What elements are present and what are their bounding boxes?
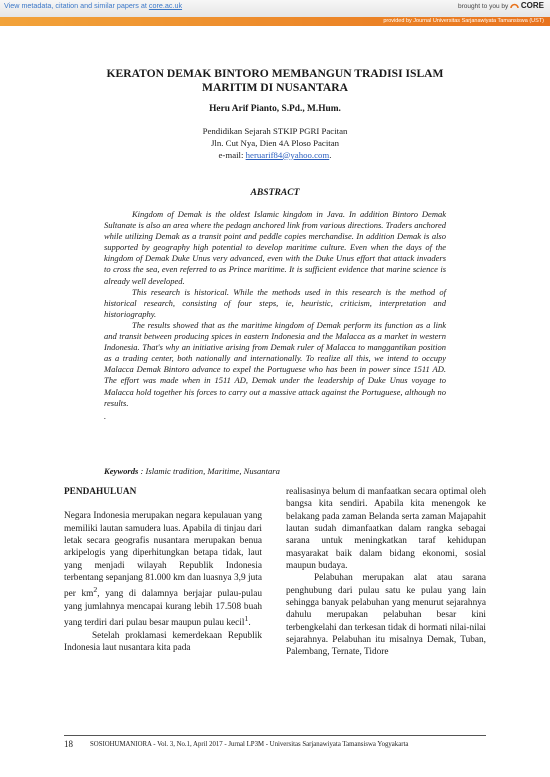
brought-by xyxy=(458,1,544,10)
abstract-paragraph-2: This research is historical. While the methods used in this research is the method of historical research, consisting of four steps, ie, heuristic, criticism, interpretation and historiography. xyxy=(104,286,446,319)
provider-text[interactable]: provided by Journal Universitas Sarjanawiyata Tamansiswa (UST) xyxy=(383,18,544,24)
email-suffix: . xyxy=(329,149,332,160)
footer-rule xyxy=(64,735,486,736)
abstract-trailing-dot: . xyxy=(104,410,107,421)
keywords-label: Keywords xyxy=(104,466,139,476)
email-link[interactable]: heruarif84@yahoo.com xyxy=(245,149,330,160)
intro-paragraph-1 xyxy=(64,510,262,629)
email-line xyxy=(60,150,490,162)
email-prefix: e-mail: xyxy=(218,149,246,160)
provider-band xyxy=(0,17,550,26)
abstract-body xyxy=(104,209,446,422)
page-footer xyxy=(64,739,486,749)
core-logo-icon xyxy=(510,2,519,9)
metadata-text: View metadata, citation and similar papers at xyxy=(4,1,149,10)
brought-by-text: brought to you by xyxy=(458,3,509,10)
core-link[interactable]: core.ac.uk xyxy=(148,1,183,10)
affiliation-line-1: Pendidikan Sejarah STKIP PGRI Pacitan xyxy=(202,126,348,136)
abstract-paragraph-1: Kingdom of Demak is the oldest Islamic kingdom in Java. In addition Bintoro Demak Sultanate is also an area where the pedagn anchored link from various directions. Traders anchored while utilizing Demak as a transit point and peddle copies merchandise. In addition Demak is also supported by geography high potential to develop maritime culture. Even when the days of the kingdom of Demak Duke Unus very advanced, even with the Duke Unus effort that attack invaders to cross the sea, even referred to as Prince maritime. It is sufficient evidence that marine science is already well developed. xyxy=(104,209,446,286)
affiliation xyxy=(60,126,490,161)
left-column xyxy=(64,486,262,654)
footnote-ref-1[interactable]: 1 xyxy=(244,614,249,624)
section-title: PENDAHULUAN xyxy=(64,487,137,497)
page-number: 18 xyxy=(64,739,73,749)
core-label[interactable]: CORE xyxy=(520,1,544,10)
intro-p1-text: Negara Indonesia merupakan negara kepulauan yang memiliki lautan samudera luas. Apabila di tinjau dari letak secara geografis nusantara merupakan benua arkipelogis yang diperhitungkan betapa tidak, laut yang menjadi wilayah Republik Indonesia terbentang sepanjang 81.000 km dan luasnya 3,9 juta per km xyxy=(64,511,262,600)
intro-p1-end: . xyxy=(248,618,251,629)
abstract-heading: ABSTRACT xyxy=(250,187,300,198)
right-column xyxy=(286,486,486,659)
metadata-notice[interactable] xyxy=(4,1,182,10)
keywords xyxy=(104,466,446,476)
intro-paragraph-2: Setelah proklamasi kemerdekaan Republik Indonesia laut nusantara kita pada xyxy=(64,630,262,653)
paper-title xyxy=(60,67,490,95)
journal-citation: SOSIOHUMANIORA - Vol. 3, No.1, April 2017 - Jurnal LP3M - Universitas Sarjanawiyata Tamansiswa Yogyakarta xyxy=(90,740,409,748)
title-line-2: MARITIM DI NUSANTARA xyxy=(202,81,348,94)
intro-p1-cont: , yang di dalamnya berjajar pulau-pulau yang jumlahnya mencapai kurang lebih 17.508 buah yang terdiri dari pulau besar maupun pulau kecil xyxy=(64,589,262,629)
right-paragraph-2: Pelabuhan merupakan alat atau sarana penghubung dari pulau satu ke pulau yang lain sehingga banyak pelabuhan yang menurut sejarahnya dahulu merupakan pelabuhan besar kini terbengkelahi dan terkesan tidak di hormati nilai-nilai sejarahnya. Pelabuhan itu misalnya Demak, Tuban, Palembang, Ternate, Tidore xyxy=(286,573,486,658)
affiliation-line-2: Jln. Cut Nya, Dien 4A Ploso Pacitan xyxy=(210,137,340,148)
superscript-2: 2 xyxy=(93,585,98,595)
title-line-1: KERATON DEMAK BINTORO MEMBANGUN TRADISI ISLAM xyxy=(106,67,444,80)
keywords-text: : Islamic tradition, Maritime, Nusantara xyxy=(138,466,280,476)
abstract-paragraph-3: The results showed that as the maritime kingdom of Demak perform its function as a link and transit between producing spices in eastern Indonesia and the Malacca as a market in western Indonesia. That's why an initiative arising from Demak ruler of Malacca to manggantikan position as a trading center, both nationally and internationally. To realize all this, we intend to occupy Malacca Demak Bintoro advance to expel the Portuguese who has been in power since 1511 AD. The effort was made when in 1511 AD, Demak under the leadership of Duke Unus voyage to Malacca hold together his forces to carry out a massive attack against the Portuguese, although no results. xyxy=(104,319,446,408)
author-name: Heru Arif Pianto, S.Pd., M.Hum. xyxy=(209,104,341,114)
right-paragraph-1: realisasinya belum di manfaatkan secara optimal oleh bangsa kita sendiri. Apabila kita menengok ke belakang pada zaman Belanda serta zaman Majapahit lautan sudah dimanfaatkan dalam rangka sebagai sarana untuk meningkatkan taraf kehidupan masyarakat baik dalam bidang ekonomi, sosial maupun budaya. xyxy=(286,487,486,572)
